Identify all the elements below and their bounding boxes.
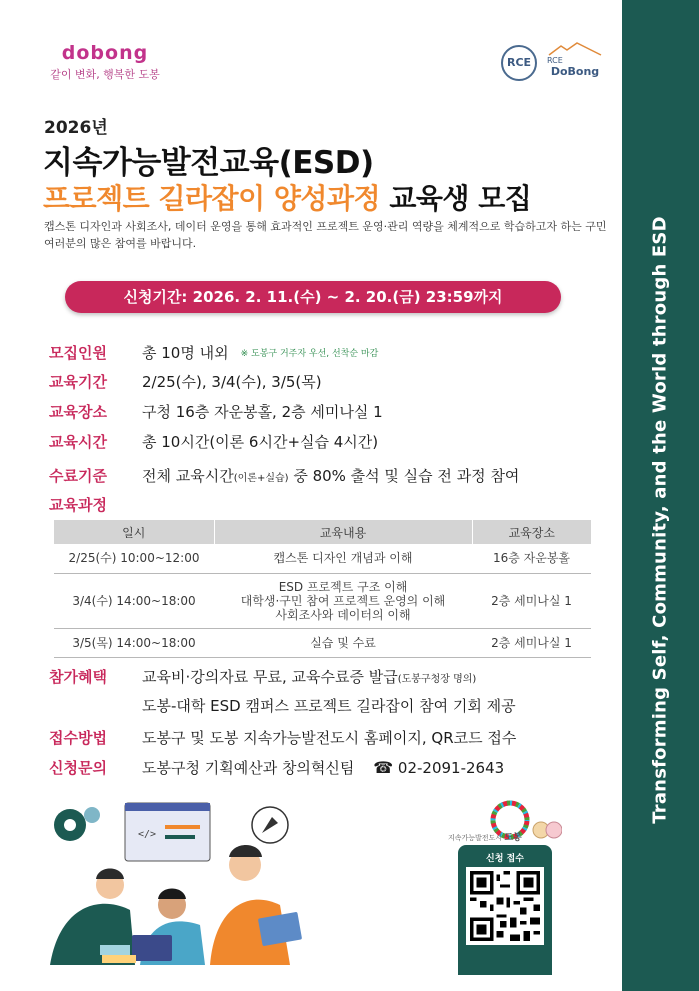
mascot-icon	[532, 818, 562, 842]
qr-card-header: 신청 접수	[486, 854, 524, 864]
dobong-logo	[45, 42, 165, 82]
subtitle-orange: 프로젝트 길라잡이 양성과정	[43, 182, 381, 215]
course-content: 캡스톤 디자인 개념과 이해	[214, 544, 472, 573]
benefit-label: 참가혜택	[49, 668, 107, 686]
benefit-line-1	[142, 664, 516, 693]
table-header-row	[54, 520, 591, 544]
info-value	[142, 465, 519, 486]
phone-icon: ☎	[373, 758, 394, 777]
info-row-time	[49, 429, 609, 453]
table-header: 일시	[54, 520, 214, 544]
course-content-line: ESD 프로젝트 구조 이해	[278, 579, 408, 594]
qr-brand-name: 도봉	[504, 833, 522, 843]
page-title: 지속가능발전교육(ESD)	[43, 145, 374, 181]
qr-code[interactable]	[466, 867, 544, 945]
course-date: 3/5(목) 14:00~18:00	[54, 628, 214, 657]
qr-card[interactable]	[458, 845, 552, 975]
table-row	[54, 573, 591, 628]
course-content-line: 대학생·구민 참여 프로젝트 운영의 이해	[240, 593, 446, 608]
benefit-line-2: 도봉-대학 ESD 캠퍼스 프로젝트 길라잡이 참여 기회 제공	[142, 697, 516, 715]
info-row-place	[49, 399, 609, 423]
qr-brand-text	[448, 830, 522, 843]
info-value: 구청 16층 자운봉홀, 2층 세미나실 1	[142, 402, 383, 421]
intro-text: 캡스톤 디자인과 사회조사, 데이터 운영을 통해 효과적인 프로젝트 운영·관리 역량을 체계적으로 학습하고자 하는 구민 여러분의 많은 참여를 바랍니다.	[44, 220, 607, 250]
course-table	[54, 520, 591, 658]
info-label: 교육장소	[49, 402, 107, 421]
mountain-icon	[545, 42, 605, 56]
apply-row	[49, 725, 614, 751]
table-header: 교육장소	[472, 520, 591, 544]
apply-value: 도봉구 및 도봉 지속가능발전도시 홈페이지, QR코드 접수	[142, 729, 517, 747]
svg-text:</>: </>	[138, 829, 157, 840]
info-label: 모집인원	[49, 343, 107, 362]
application-period-banner: 신청기간: 2026. 2. 11.(수) ~ 2. 20.(금) 23:59까지	[65, 281, 561, 313]
info-value-a: 전체 교육시간	[142, 466, 234, 485]
info-row-period	[49, 369, 609, 393]
info-label: 교육기간	[49, 372, 107, 391]
course-place: 16층 자운봉홀	[472, 544, 591, 573]
rce-logo: RCE	[501, 45, 537, 81]
benefit-line-1-text: 교육비·강의자료 무료, 교육수료증 발급	[142, 668, 398, 686]
contact-value	[142, 755, 504, 781]
course-place: 2층 세미나실 1	[472, 573, 591, 628]
table-header: 교육내용	[214, 520, 472, 544]
info-value-small: (이론+실습)	[233, 472, 289, 484]
side-slogan: Transforming Self, Community, and the World through ESD	[649, 216, 671, 824]
qr-code-icon	[470, 871, 540, 941]
info-value: 총 10시간(이론 6시간+실습 4시간)	[142, 432, 379, 451]
table-row	[54, 628, 591, 657]
benefit-row	[49, 664, 614, 719]
laptop	[132, 935, 172, 961]
subtitle-black: 교육생 모집	[389, 182, 532, 215]
course-content	[214, 573, 472, 628]
contact-row	[49, 755, 614, 781]
rce-dobong-top: RCE	[547, 56, 563, 65]
course-date: 2/25(수) 10:00~12:00	[54, 544, 214, 573]
benefit-line-1-small: (도봉구청장 명의)	[397, 674, 477, 685]
course-label: 교육과정	[49, 496, 107, 514]
rce-dobong-name: DoBong	[550, 65, 600, 78]
team-illustration	[40, 795, 340, 975]
rce-dobong-logo	[545, 42, 605, 78]
info-value: 총 10명 내외	[142, 343, 229, 362]
qr-brand-small: 지속가능발전도시	[448, 834, 503, 842]
info-row-completion	[49, 463, 609, 487]
info-label: 교육시간	[49, 432, 107, 451]
info-note: ※ 도봉구 거주자 우선, 선착순 마감	[240, 348, 379, 359]
contact-team: 도봉구청 기획예산과 창의혁신팀	[142, 759, 355, 777]
course-content-line: 사회조사와 데이터의 이해	[275, 607, 411, 622]
apply-label: 접수방법	[49, 729, 107, 747]
course-date: 3/4(수) 14:00~18:00	[54, 573, 214, 628]
info-value: 2/25(수), 3/4(수), 3/5(목)	[142, 372, 322, 391]
course-content: 실습 및 수료	[214, 628, 472, 657]
table-row	[54, 544, 591, 573]
gear-icon	[54, 807, 100, 841]
dobong-logo-slogan: 같이 변화, 행복한 도봉	[50, 68, 160, 81]
info-row-recruit	[49, 340, 609, 364]
page-subtitle	[43, 177, 531, 217]
info-label: 수료기준	[49, 466, 107, 485]
year-label: 2026년	[44, 118, 108, 138]
contact-phone: 02-2091-2643	[397, 759, 505, 777]
benefit-value	[142, 664, 516, 719]
course-place: 2층 세미나실 1	[472, 628, 591, 657]
info-value-b: 중 80% 출석 및 실습 전 과정 참여	[288, 466, 520, 485]
dobong-logo-name: dobong	[61, 42, 149, 64]
contact-label: 신청문의	[49, 759, 107, 777]
